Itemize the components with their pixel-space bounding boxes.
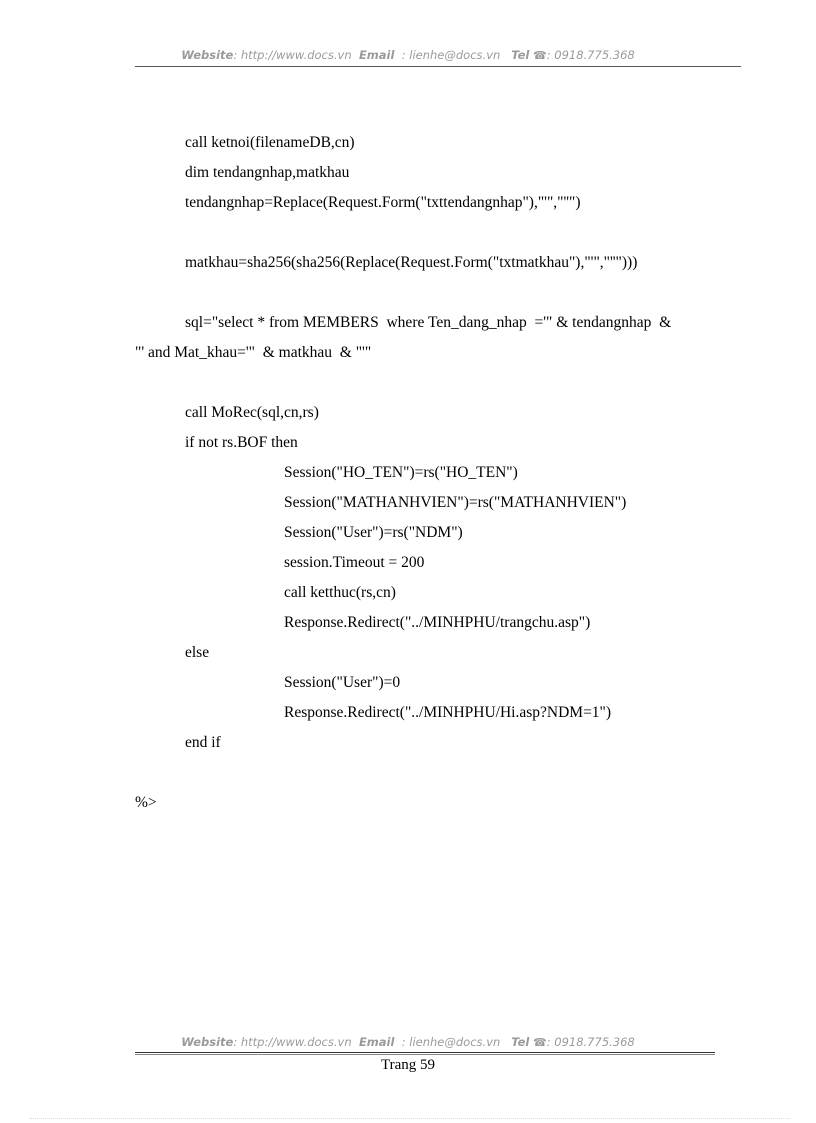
code-line: %> <box>135 794 157 811</box>
code-line: call ketthuc(rs,cn) <box>284 584 396 601</box>
website-label: Website <box>181 48 234 62</box>
code-line: end if <box>185 734 221 751</box>
tel-value: : 0918.775.368 <box>546 48 635 62</box>
phone-icon: ☎ <box>533 49 547 62</box>
footer-rule-secondary <box>135 1054 715 1055</box>
tel-value: : 0918.775.368 <box>546 1035 635 1049</box>
footer-rule <box>135 1052 715 1053</box>
code-line: if not rs.BOF then <box>185 434 298 451</box>
header-rule <box>135 66 741 67</box>
email-label: Email <box>358 48 395 62</box>
code-line: Session("User")=0 <box>284 674 401 691</box>
code-line: call MoRec(sql,cn,rs) <box>185 404 319 421</box>
code-line: tendangnhap=Replace(Request.Form("txttendangnhap"),"'","''") <box>185 194 581 211</box>
tel-label: Tel <box>511 48 530 62</box>
code-line: sql="select * from MEMBERS where Ten_dang_nhap ='" & tendangnhap & <box>185 314 672 331</box>
email-label: Email <box>358 1035 395 1049</box>
code-line: session.Timeout = 200 <box>284 554 425 571</box>
code-line: dim tendangnhap,matkhau <box>185 164 350 181</box>
code-line: Response.Redirect("../MINHPHU/trangchu.asp") <box>284 614 591 631</box>
code-line: call ketnoi(filenameDB,cn) <box>185 134 355 151</box>
page-footer-banner <box>0 1035 816 1049</box>
page-header <box>0 48 816 62</box>
website-value: : http://www.docs.vn <box>233 48 352 62</box>
email-value: : lienhe@docs.vn <box>401 1035 501 1049</box>
page-number: Trang 59 <box>380 1057 436 1073</box>
code-line: Session("User")=rs("NDM") <box>284 524 463 541</box>
code-line: Session("MATHANHVIEN")=rs("MATHANHVIEN") <box>284 494 627 511</box>
code-line: "' and Mat_khau='" & matkhau & "'" <box>135 344 372 361</box>
phone-icon: ☎ <box>533 1036 547 1049</box>
code-line: Response.Redirect("../MINHPHU/Hi.asp?NDM=1") <box>284 704 612 721</box>
code-line: else <box>185 644 210 661</box>
tel-label: Tel <box>511 1035 530 1049</box>
website-label: Website <box>181 1035 234 1049</box>
website-value: : http://www.docs.vn <box>233 1035 352 1049</box>
email-value: : lienhe@docs.vn <box>401 48 501 62</box>
code-line: Session("HO_TEN")=rs("HO_TEN") <box>284 464 518 481</box>
code-line: matkhau=sha256(sha256(Replace(Request.Form("txtmatkhau"),"'","''"))) <box>185 254 638 271</box>
page-bottom-dotted-line <box>30 1118 790 1119</box>
